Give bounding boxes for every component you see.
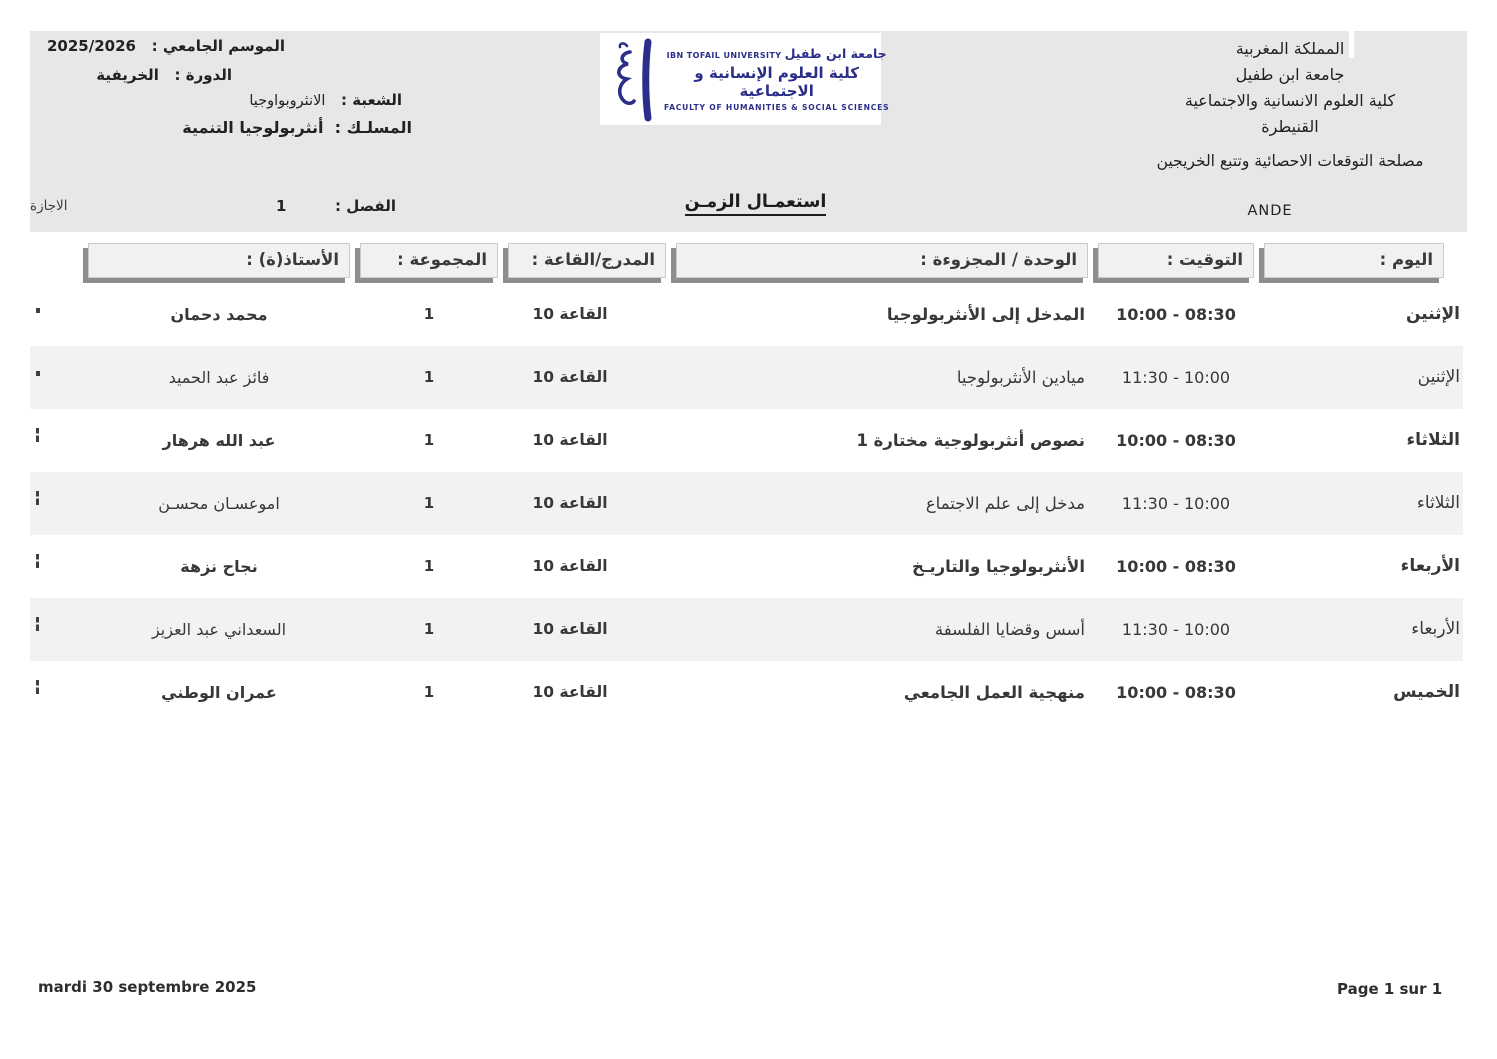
track-label: المسلـك : xyxy=(334,118,412,137)
logo-faculty-ar: كلية العلوم الإنسانية و الاجتماعية xyxy=(694,64,859,100)
logo-faculty-en: FACULTY OF HUMANITIES & SOCIAL SCIENCES xyxy=(664,103,890,112)
table-header-row xyxy=(0,243,1497,285)
table-row xyxy=(0,535,1497,598)
unit-cell: نصوص أنثربولوجية مختارة 1 xyxy=(856,431,1085,450)
time-cell: 10:00 - 11:30 xyxy=(1121,620,1231,639)
time-cell: 08:30 - 10:00 xyxy=(1116,683,1236,702)
group-cell: 1 xyxy=(423,305,435,323)
day-cell: الأربعاء xyxy=(1411,619,1460,639)
group-cell: 1 xyxy=(423,557,435,575)
info-branch xyxy=(40,91,402,109)
table-row xyxy=(0,283,1497,346)
logo-text xyxy=(664,46,893,112)
semester-label: الفصل : xyxy=(335,197,396,215)
academic-year-label: الموسم الجامعي : xyxy=(151,37,285,55)
room-cell: القاعة 10 xyxy=(532,620,608,638)
info-track xyxy=(40,118,412,137)
info-academic-year xyxy=(40,37,285,55)
teacher-cell: فائز عبد الحميد xyxy=(168,368,270,387)
session-label: الدورة : xyxy=(174,66,232,84)
group-cell: 1 xyxy=(423,683,435,701)
room-cell: القاعة 10 xyxy=(532,305,608,323)
day-cell: الإثنين xyxy=(1405,304,1460,324)
header-room: المدرج/القاعة : xyxy=(508,243,666,278)
semester-value: 1 xyxy=(276,197,287,215)
clipped-glyph xyxy=(36,428,39,442)
university-logo xyxy=(600,33,890,125)
clipped-glyph xyxy=(36,554,39,568)
unit-cell: الأنثربولوجيا والتاريـخ xyxy=(911,557,1085,576)
room-cell: القاعة 10 xyxy=(532,557,608,575)
degree-label: الاجازة xyxy=(30,198,68,214)
unit-cell: أسس وقضايا الفلسفة xyxy=(934,620,1085,639)
department-line: مصلحة التوقعات الاحصائية وتتبع الخريجين xyxy=(1156,152,1424,170)
branch-value: الانثروبواوجيا xyxy=(249,93,326,109)
academic-year-value: 2025/2026 xyxy=(47,37,136,55)
info-session xyxy=(40,66,232,84)
group-cell: 1 xyxy=(423,431,435,449)
table-row xyxy=(0,661,1497,724)
room-cell: القاعة 10 xyxy=(532,494,608,512)
time-cell: 08:30 - 10:00 xyxy=(1116,557,1236,576)
time-cell: 10:00 - 11:30 xyxy=(1121,368,1231,387)
track-value: أنثربولوجيا التنمية xyxy=(182,118,324,137)
table-row xyxy=(0,472,1497,535)
unit-cell: منهجية العمل الجامعي xyxy=(903,683,1085,702)
clipped-glyph xyxy=(36,617,39,631)
time-cell: 10:00 - 11:30 xyxy=(1121,494,1231,513)
page-title: استعمـال الزمـن xyxy=(648,192,863,212)
teacher-cell: نجاح نزهة xyxy=(180,557,258,576)
header-group: المجموعة : xyxy=(360,243,498,278)
org-block xyxy=(1100,36,1480,140)
table-row xyxy=(0,409,1497,472)
teacher-cell: السعداني عبد العزيز xyxy=(151,620,287,639)
teacher-cell: اموعسـان محسـن xyxy=(158,494,280,513)
table-row xyxy=(0,346,1497,409)
clipped-glyph xyxy=(36,308,40,313)
room-cell: القاعة 10 xyxy=(532,368,608,386)
org-line-faculty: كلية العلوم الانسانية والاجتماعية xyxy=(1184,91,1396,110)
day-cell: الثلاثاء xyxy=(1416,493,1460,513)
time-cell: 08:30 - 10:00 xyxy=(1116,305,1236,324)
clipped-glyph xyxy=(36,371,40,376)
footer-date: mardi 30 septembre 2025 xyxy=(38,978,257,996)
logo-calligraphy-icon xyxy=(602,36,664,122)
org-line-city: القنيطرة xyxy=(1261,117,1319,136)
teacher-cell: عمران الوطني xyxy=(161,683,277,702)
time-cell: 08:30 - 10:00 xyxy=(1116,431,1236,450)
header-time: التوقيت : xyxy=(1098,243,1254,278)
logo-en-name: IBN TOFAIL UNIVERSITY xyxy=(666,51,782,60)
teacher-cell: محمد دحمان xyxy=(170,305,268,324)
room-cell: القاعة 10 xyxy=(532,683,608,701)
unit-cell: المدخل إلى الأنثربولوجيا xyxy=(886,305,1085,324)
room-cell: القاعة 10 xyxy=(532,431,608,449)
header-unit: الوحدة / المجزوءة : xyxy=(676,243,1088,278)
day-cell: الأربعاء xyxy=(1400,556,1460,576)
day-cell: الثلاثاء xyxy=(1406,430,1460,450)
org-line-kingdom: المملكة المغربية xyxy=(1235,39,1345,58)
day-cell: الإثنين xyxy=(1417,367,1460,387)
timetable-rows xyxy=(0,283,1497,724)
unit-cell: ميادين الأنثربولوجيا xyxy=(956,368,1085,387)
footer-page-number: Page 1 sur 1 xyxy=(1337,980,1443,998)
ande-code: ANDE xyxy=(1247,203,1293,219)
header-teacher: الأستاذ(ة) : xyxy=(88,243,350,278)
org-line-university: جامعة ابن طفيل xyxy=(1235,65,1345,84)
clipped-glyph xyxy=(36,680,39,694)
session-value: الخريفية xyxy=(96,66,159,84)
logo-ar-name: جامعة ابن طفيل xyxy=(784,46,887,61)
unit-cell: مدخل إلى علم الاجتماع xyxy=(925,494,1085,513)
clipped-glyph xyxy=(36,491,39,505)
branch-label: الشعبة : xyxy=(341,91,402,109)
logo-line-top xyxy=(664,46,889,61)
day-cell: الخميس xyxy=(1393,682,1460,702)
semester-field xyxy=(276,197,396,215)
table-row xyxy=(0,598,1497,661)
group-cell: 1 xyxy=(423,368,435,386)
header-day: اليوم : xyxy=(1264,243,1444,278)
group-cell: 1 xyxy=(423,494,435,512)
group-cell: 1 xyxy=(423,620,435,638)
teacher-cell: عبد الله هرهار xyxy=(162,431,276,450)
